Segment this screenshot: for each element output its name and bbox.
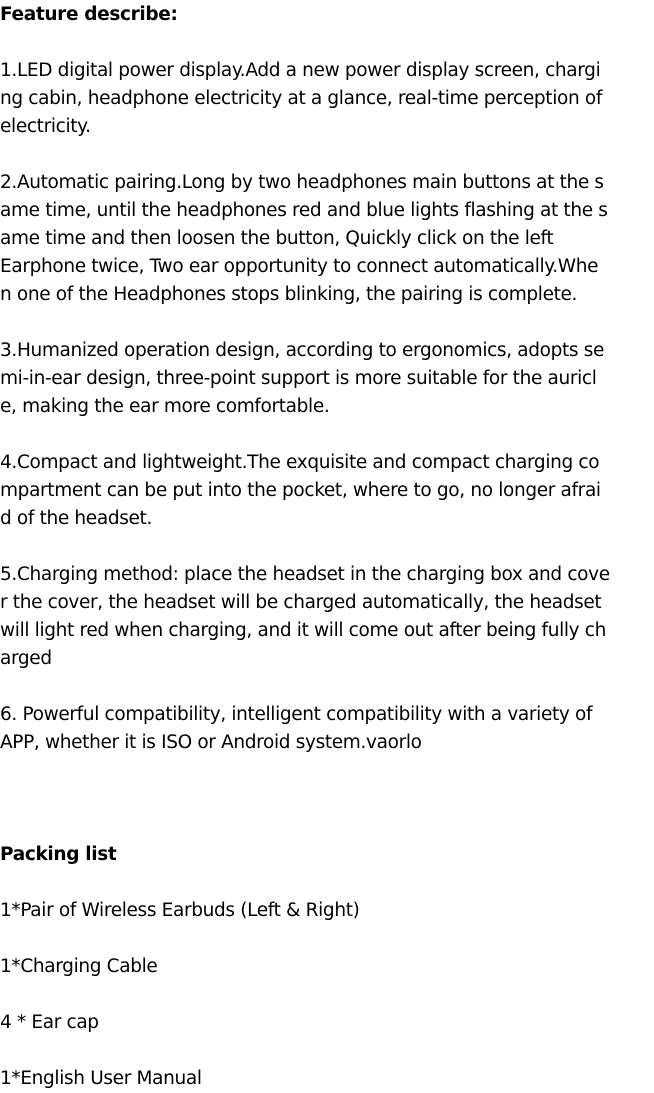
feature-line: 3.Humanized operation design, according to ergonomics, adopts se bbox=[0, 340, 605, 361]
feature-line: ame time and then loosen the button, Quickly click on the left bbox=[0, 228, 554, 249]
feature-line: mi-in-ear design, three-point support is more suitable for the auricl bbox=[0, 368, 597, 389]
feature-line: 6. Powerful compatibility, intelligent compatibility with a variety of bbox=[0, 704, 593, 725]
feature-line: ng cabin, headphone electricity at a glance, real-time perception of bbox=[0, 88, 602, 109]
packing-item: 4 * Ear cap bbox=[0, 1012, 99, 1033]
feature-line: 2.Automatic pairing.Long by two headphones main buttons at the s bbox=[0, 172, 604, 193]
feature-line: arged bbox=[0, 648, 52, 669]
feature-line: mpartment can be put into the pocket, where to go, no longer afrai bbox=[0, 480, 601, 501]
feature-line: electricity. bbox=[0, 116, 91, 137]
feature-line: will light red when charging, and it will come out after being fully ch bbox=[0, 620, 606, 641]
feature-line: d of the headset. bbox=[0, 508, 152, 529]
packing-item: 1*Pair of Wireless Earbuds (Left & Right) bbox=[0, 900, 360, 921]
feature-line: e, making the ear more comfortable. bbox=[0, 396, 330, 417]
feature-line: n one of the Headphones stops blinking, the pairing is complete. bbox=[0, 284, 578, 305]
feature-line: APP, whether it is ISO or Android system.vaorlo bbox=[0, 732, 422, 753]
packing-item: 1*Charging Cable bbox=[0, 956, 158, 977]
feature-line: Earphone twice, Two ear opportunity to connect automatically.Whe bbox=[0, 256, 599, 277]
packing-item: 1*English User Manual bbox=[0, 1068, 202, 1089]
feature-heading: Feature describe: bbox=[0, 4, 178, 25]
feature-line: 5.Charging method: place the headset in the charging box and cove bbox=[0, 564, 610, 585]
feature-line: ame time, until the headphones red and blue lights flashing at the s bbox=[0, 200, 608, 221]
feature-line: r the cover, the headset will be charged automatically, the headset bbox=[0, 592, 602, 613]
feature-line: 1.LED digital power display.Add a new power display screen, chargi bbox=[0, 60, 601, 81]
packing-heading: Packing list bbox=[0, 844, 117, 865]
feature-line: 4.Compact and lightweight.The exquisite and compact charging co bbox=[0, 452, 600, 473]
